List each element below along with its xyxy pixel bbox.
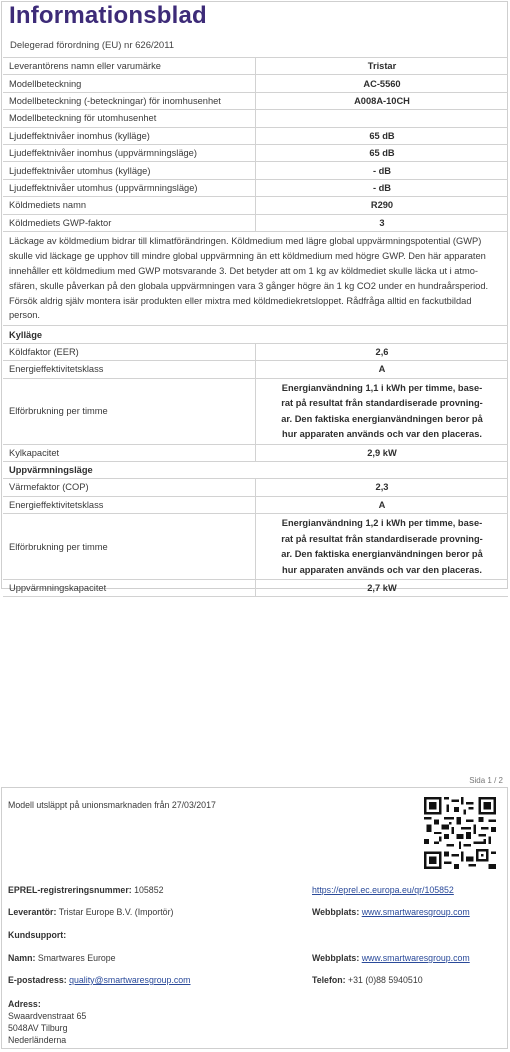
info-sheet-page (1, 1, 508, 594)
website-line (312, 907, 470, 917)
supplier-info-panel (1, 776, 508, 1049)
consumption-line: ar. Den faktiska energianvändningen beror på (281, 549, 483, 560)
address-block (8, 998, 86, 1046)
address-line: Nederländerna (8, 1035, 67, 1045)
consumption-line: hur apparaten används och var den placeras. (282, 564, 482, 575)
email-label: E-postadress: (8, 975, 67, 985)
consumption-line: Energianvändning 1,2 i kWh per timme, base- (281, 518, 483, 529)
row-label: Ljudeffektnivåer inomhus (uppvärmningsläge) (3, 144, 256, 161)
supplier-label: Leverantör: (8, 907, 57, 917)
consumption-line: rat på resultat från standardiserade provning- (281, 533, 483, 544)
row-label: Ljudeffektnivåer inomhus (kylläge) (3, 127, 256, 144)
table-row (3, 92, 508, 109)
table-row (3, 214, 508, 231)
heating-capacity-value: 2,7 kW (256, 580, 509, 597)
eprel-label: EPREL-registreringsnummer: (8, 885, 132, 895)
row-value: - dB (256, 162, 509, 179)
row-value (256, 110, 509, 127)
website-label: Webbplats: (312, 907, 360, 917)
cooling-consumption-value (256, 378, 509, 444)
row-value: 65 dB (256, 127, 509, 144)
table-row (3, 58, 508, 75)
support-name-line (8, 953, 116, 963)
eer-label: Köldfaktor (EER) (3, 343, 256, 360)
table-row (3, 378, 508, 444)
refrigerant-note (3, 231, 508, 325)
page-number: Sida 1 / 2 (469, 776, 503, 785)
heating-consumption-label: Elförbrukning per timme (3, 514, 256, 580)
supplier-value: Tristar Europe B.V. (Importör) (58, 907, 174, 917)
address-line: Swaardvenstraat 65 (8, 1011, 87, 1021)
support-label: Kundsupport: (8, 930, 67, 940)
cooling-heading: Kylläge (3, 326, 508, 343)
note-line: skulle vid läckage ge upphov till mindre global uppvärmning än ett köldmedium med högre GWP. Den här apparaten (9, 250, 486, 261)
eprel-line (8, 885, 163, 895)
release-date-text: Modell utsläppt på unionsmarknaden från 27/03/2017 (8, 800, 216, 810)
section-heading-row (3, 326, 508, 343)
website2-line (312, 953, 470, 963)
supplier-line (8, 907, 173, 917)
table-row (3, 179, 508, 196)
note-line: sfären, skulle påverkan på den globala uppvärmningen vara 3 gånger högre än 1 kg CO2 under en hundraårsperiod. (9, 280, 489, 291)
heating-class-value: A (256, 496, 509, 513)
table-row (3, 127, 508, 144)
heating-consumption-value (256, 514, 509, 580)
eprel-number: 105852 (134, 885, 164, 895)
table-row (3, 514, 508, 580)
row-label: Modellbeteckning (3, 75, 256, 92)
qr-code-icon (424, 797, 496, 869)
row-value: R290 (256, 197, 509, 214)
email-line (8, 975, 191, 985)
heating-capacity-label: Uppvärmningskapacitet (3, 580, 256, 597)
table-row (3, 75, 508, 92)
phone-value: +31 (0)88 5940510 (348, 975, 423, 985)
table-row (3, 144, 508, 161)
row-label: Modellbeteckning (-beteckningar) för inomhusenhet (3, 92, 256, 109)
table-row (3, 197, 508, 214)
cop-value: 2,3 (256, 479, 509, 496)
table-row (3, 110, 508, 127)
note-line: person. (9, 310, 41, 321)
website-link[interactable]: www.smartwaresgroup.com (361, 907, 470, 917)
consumption-line: ar. Den faktiska energianvändningen beror på (281, 413, 483, 424)
support-heading-line (8, 930, 66, 940)
row-value: - dB (256, 179, 509, 196)
website2-link[interactable]: www.smartwaresgroup.com (361, 953, 470, 963)
eer-value: 2,6 (256, 343, 509, 360)
address-line: 5048AV Tilburg (8, 1023, 68, 1033)
refrigerant-note-row (3, 231, 508, 325)
row-value: 3 (256, 214, 509, 231)
table-row (3, 580, 508, 597)
page-title: Informationsblad (9, 2, 207, 29)
table-row (3, 361, 508, 378)
row-label: Ljudeffektnivåer utomhus (kylläge) (3, 162, 256, 179)
cop-label: Värmefaktor (COP) (3, 479, 256, 496)
cooling-class-label: Energieffektivitetsklass (3, 361, 256, 378)
cooling-consumption-label: Elförbrukning per timme (3, 378, 256, 444)
table-row (3, 343, 508, 360)
regulation-subtitle: Delegerad förordning (EU) nr 626/2011 (10, 40, 175, 51)
name-value: Smartwares Europe (37, 953, 116, 963)
row-value: 65 dB (256, 144, 509, 161)
cooling-capacity-label: Kylkapacitet (3, 444, 256, 461)
phone-label: Telefon: (312, 975, 346, 985)
row-label: Ljudeffektnivåer utomhus (uppvärmningsläge) (3, 179, 256, 196)
note-line: innehåller ett köldmedium med GWP motsvarande 3. Det betyder att om 1 kg av köldmediet skulle läcka ut i atmo- (9, 265, 479, 276)
consumption-line: rat på resultat från standardiserade provning- (281, 398, 483, 409)
info-table (3, 57, 508, 597)
table-row (3, 162, 508, 179)
row-label: Leverantörens namn eller varumärke (3, 58, 256, 75)
note-line: Försök aldrig själv montera isär produkten eller mixtra med köldmediekretsloppet. Rådfråga alltid en fackutbildad (9, 295, 472, 306)
email-link[interactable]: quality@smartwaresgroup.com (69, 975, 191, 985)
row-value: AC-5560 (256, 75, 509, 92)
row-value: Tristar (256, 58, 509, 75)
note-line: Läckage av köldmedium bidrar till klimatförändringen. Köldmedium med lägre global uppvärmningspotential (GWP) (9, 235, 482, 246)
eprel-link-wrap (312, 885, 454, 895)
phone-line (312, 975, 423, 985)
heating-class-label: Energieffektivitetsklass (3, 496, 256, 513)
consumption-line: Energianvändning 1,1 i kWh per timme, base- (281, 382, 483, 393)
row-label: Köldmediets GWP-faktor (3, 214, 256, 231)
consumption-line: hur apparaten används och var den placeras. (282, 429, 482, 440)
name-label: Namn: (8, 953, 36, 963)
heating-heading: Uppvärmningsläge (3, 461, 508, 478)
website2-label: Webbplats: (312, 953, 360, 963)
cooling-capacity-value: 2,9 kW (256, 444, 509, 461)
section-heading-row (3, 461, 508, 478)
row-label: Köldmediets namn (3, 197, 256, 214)
table-row (3, 479, 508, 496)
row-value: A008A-10CH (256, 92, 509, 109)
table-row (3, 444, 508, 461)
cooling-class-value: A (256, 361, 509, 378)
row-label: Modellbeteckning för utomhusenhet (3, 110, 256, 127)
table-row (3, 496, 508, 513)
address-label: Adress: (8, 999, 41, 1009)
eprel-link[interactable]: https://eprel.ec.europa.eu/qr/105852 (312, 885, 454, 895)
